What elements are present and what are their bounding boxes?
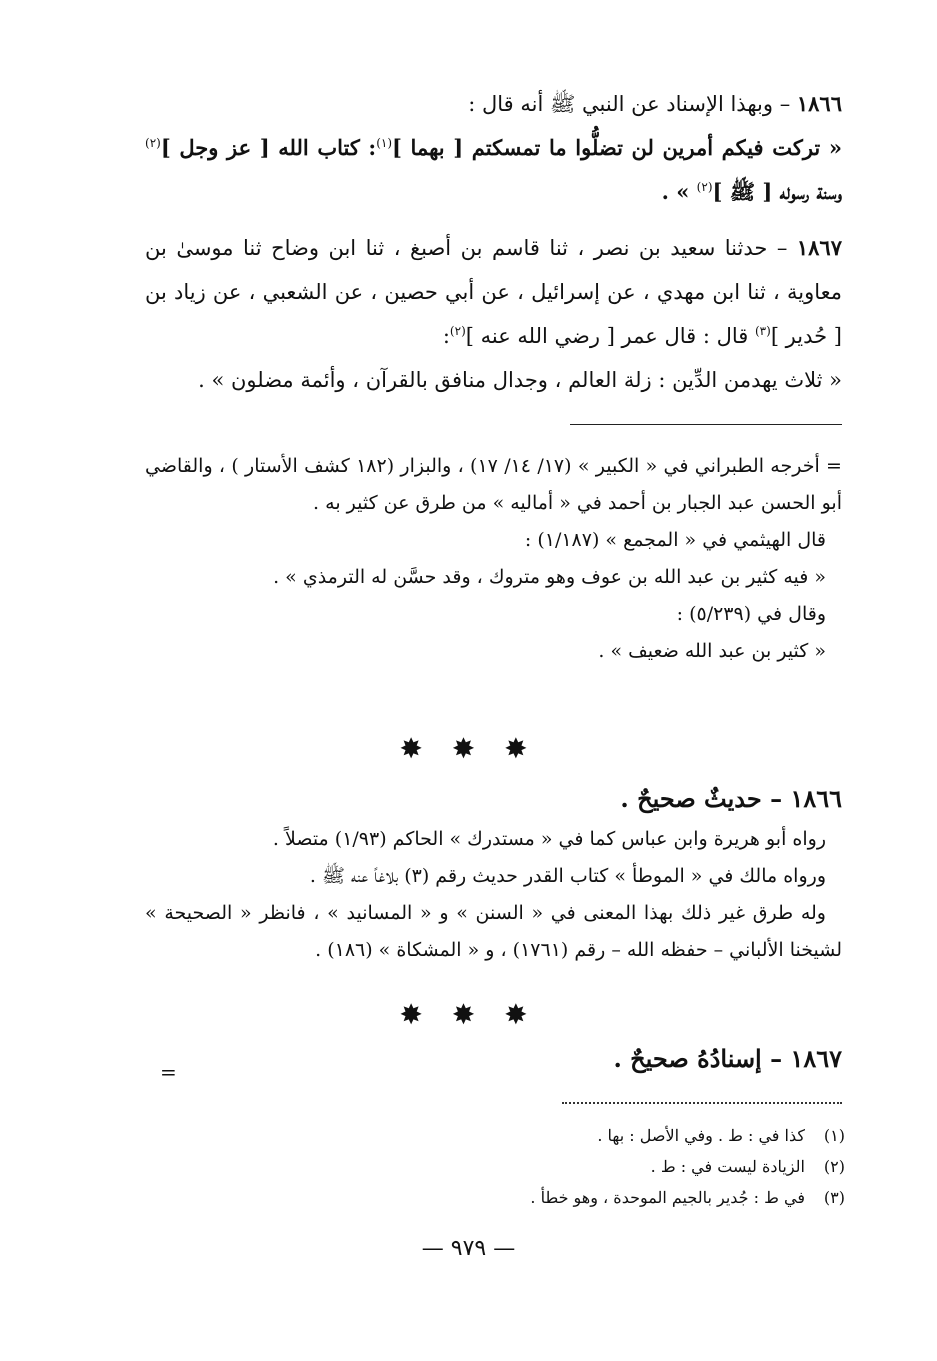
grade-paragraph: ورواه مالك في « الموطأ » كتاب القدر حديث رقم (٣) بلاغاً عنه ﷺ . <box>309 865 826 887</box>
grade-heading: ١٨٦٧ – إسنادُهُ صحيحٌ . <box>613 1044 842 1073</box>
note-paragraph: وقال في (٥/٢٣٩) : <box>676 603 826 625</box>
note-paragraph: قال الهيثمي في « المجمع » (١/١٨٧) : <box>524 529 826 551</box>
hadith-1867 <box>145 226 842 402</box>
footnote-number: (٣) <box>823 1188 845 1207</box>
hadith-1866 <box>145 82 842 214</box>
star-divider: ✸ ✸ ✸ <box>399 732 538 765</box>
footnote-text: في ط : جُدير بالجيم الموحدة ، وهو خطأ . <box>530 1188 805 1207</box>
grade-1867 <box>145 1044 842 1073</box>
footnote-separator <box>562 1102 842 1104</box>
note-paragraph: = أخرجه الطبراني في « الكبير » (١٧/ ١٤/ ١٧) ، والبزار (١٨٢ كشف الأستار ) ، والقاضي أبو الحسن عبد الجبار بن أحمد في « أماليه » من طرق عن كثير به . <box>145 455 842 514</box>
footnote-text: الزيادة ليست في : ط . <box>650 1157 805 1176</box>
separator-rule <box>570 424 842 425</box>
takhrij-notes <box>145 448 842 670</box>
hadith-text: : كتاب الله [ عز وجل ] <box>160 135 377 160</box>
note-paragraph: « فيه كثير بن عبد الله بن عوف وهو متروك ، وقد حسَّن له الترمذي » . <box>273 566 826 588</box>
grade-paragraph: رواه أبو هريرة وابن عباس كما في « مستدرك » الحاكم (١/٩٣) متصلاً . <box>272 828 826 850</box>
hadith-quote: « ثلاث يهدمن الدِّين : زلة العالم ، وجدال منافق بالقرآن ، وأئمة مضلون » . <box>198 368 842 392</box>
page-number: — ٩٧٩ — <box>421 1236 516 1261</box>
star-divider: ✸ ✸ ✸ <box>399 998 538 1031</box>
footnote-number: (١) <box>823 1126 845 1145</box>
dash: – <box>779 92 791 116</box>
grade-heading: ١٨٦٦ – حديثٌ صحيحٌ . <box>620 784 842 813</box>
footnote-ref: (١) <box>376 136 393 150</box>
isnad-text: حدثنا سعيد بن نصر ، ثنا قاسم بن أصبغ ، ثنا ابن وضاح ثنا موسىٰ بن معاوية ، ثنا ابن مهدي ، عن إسرائيل ، عن أبي حصين ، عن الشعبي ، عن زياد بن [ حُدير ] <box>145 236 842 348</box>
footnote <box>530 1186 845 1210</box>
isnad-text: قال : قال عمر [ رضي الله عنه ] <box>465 324 755 348</box>
note-paragraph: « كثير بن عبد الله ضعيف » . <box>598 640 826 662</box>
hadith-text: « تركت فيكم أمرين لن تضلُّوا ما تمسكتم [ بهما ] <box>392 135 842 160</box>
footnote-number: (٢) <box>823 1157 845 1176</box>
footnote-ref: (٢) <box>145 136 161 150</box>
grade-paragraph: وله طرق غير ذلك بهذا المعنى في « السنن » و « المسانيد » ، فانظر « الصحيحة » لشيخنا الألباني – حفظه الله – رقم (١٧٦١) ، و « المشكاة » (١٨٦) . <box>145 902 842 961</box>
hadith-intro: وبهذا الإسناد عن النبي ﷺ أنه قال : <box>468 92 773 116</box>
footnote-ref: (٢) <box>696 180 713 194</box>
dash: – <box>776 236 788 260</box>
footnote <box>651 1155 845 1179</box>
footnote-ref: (٣) <box>754 324 771 338</box>
grade-1866 <box>145 784 842 969</box>
footnote <box>597 1124 845 1148</box>
hadith-text: وسنة رسوله [ ﷺ ] <box>712 179 842 204</box>
footnote-text: كذا في : ط . وفي الأصل : بها . <box>597 1126 805 1145</box>
hadith-number: ١٨٦٦ <box>796 91 842 116</box>
hadith-number: ١٨٦٧ <box>796 235 842 260</box>
footnote-ref: (٢) <box>449 324 466 338</box>
isnad-text: : <box>442 324 450 348</box>
continuation-mark: = <box>160 1060 177 1084</box>
hadith-text: » . <box>661 179 697 204</box>
